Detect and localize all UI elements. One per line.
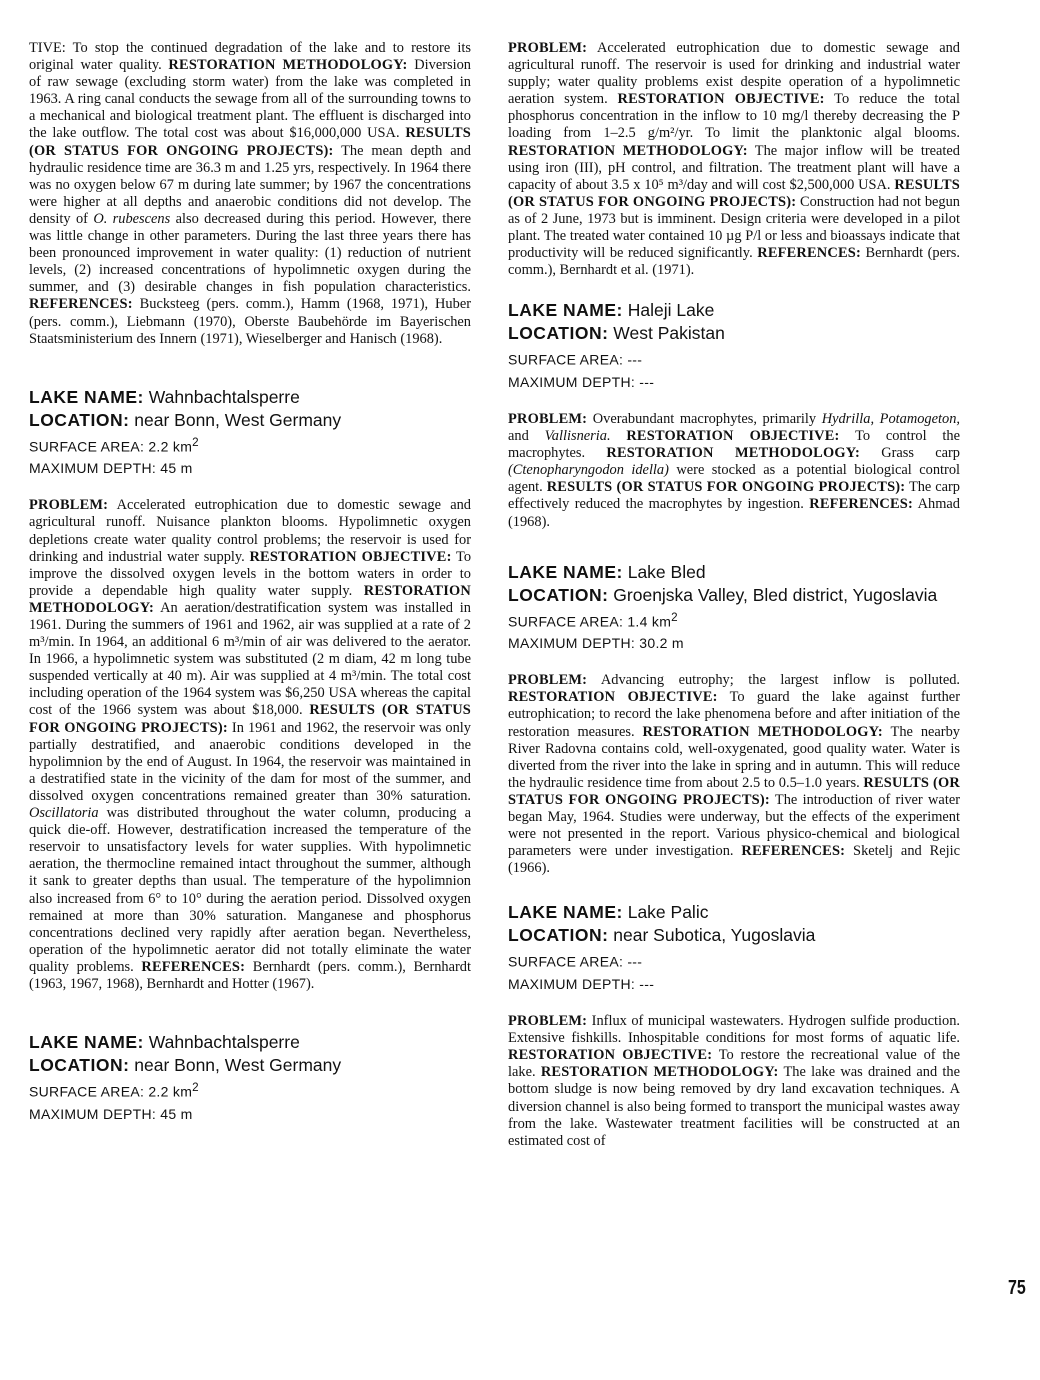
entry-body: [508, 411, 960, 531]
body-text: Overabundant macrophytes, primarily: [587, 410, 822, 427]
section-label: RESTORATION OBJECTIVE:: [508, 1047, 713, 1064]
body-text: To guard the lake against further eutrophication; to record the lake phenomena before and after initiation of the restoration measures.: [508, 689, 960, 740]
section-label: RESULTS (OR STATUS FOR ONGOING PROJECTS):: [546, 479, 906, 496]
max-depth-line: MAXIMUM DEPTH: 45 m: [29, 460, 193, 477]
section-label: RESULTS (OR STATUS FOR ONGOING PROJECTS):: [508, 774, 960, 808]
lake-entry-header: [29, 386, 471, 480]
max-depth-line: MAXIMUM DEPTH: 30.2 m: [508, 635, 684, 652]
location-line: LOCATION: West Pakistan: [508, 323, 725, 344]
surface-area-line: SURFACE AREA: ---: [508, 954, 643, 971]
section-label: REFERENCES:: [141, 958, 246, 975]
body-text: Influx of municipal wastewaters. Hydrogen sulfide production. Extensive fishkills. Inhospitable conditions for most forms of aquatic life.: [508, 1013, 960, 1047]
section-label: REFERENCES:: [741, 843, 846, 860]
lake-entry-header: [508, 901, 960, 995]
body-text: Bernhardt (pers. comm.), Bernhardt (1963, 1967, 1968), Bernhardt and Hotter (1967).: [29, 958, 472, 992]
italic-term: Vallisneria.: [544, 428, 611, 445]
body-text: Grass carp: [860, 445, 960, 462]
body-text: Advancing eutrophy; the largest inflow is polluted.: [587, 672, 960, 689]
lake-name-line: LAKE NAME: Wahnbachtalsperre: [29, 386, 300, 407]
location-line: LOCATION: Groenjska Valley, Bled district, Yugoslavia: [508, 584, 938, 605]
lake-name-line: LAKE NAME: Haleji Lake: [508, 300, 715, 321]
body-text: Accelerated eutrophication due to domestic sewage and agricultural runoff. Nuisance plankton blooms. Hypolimnetic oxygen depletions create water quality control problems; the reservoir is used for drinking and industrial water supply.: [29, 497, 471, 565]
section-label: RESULTS (OR STATUS FOR ONGOING PROJECTS):: [508, 176, 960, 210]
max-depth-line: MAXIMUM DEPTH: ---: [508, 373, 655, 390]
max-depth-line: MAXIMUM DEPTH: ---: [508, 976, 655, 993]
lake-name-line: LAKE NAME: Lake Palic: [508, 902, 709, 923]
intro-paragraph: [29, 40, 471, 348]
body-text: The carp effectively reduced the macrophytes by ingestion.: [508, 479, 960, 513]
section-label: PROBLEM:: [508, 1013, 588, 1030]
italic-term: Oscillatoria: [29, 805, 99, 822]
body-text: Bernhardt (pers. comm.), Bernhardt et al. (1971).: [508, 245, 960, 279]
body-text: was distributed throughout the water column, producing a quick die-off. However, destratification increased the temperature of the reservoir to unsatisfactory levels for water supplies. With hypolimnetic aeration, the thermocline remained intact throughout the summer, although it sank to greater depths than usual. The temperature of the hypolimnion also increased from 6° to 10° during the aeration period. Dissolved oxygen remained at more than 30% saturation. Manganese and phosphorus concentrations declined very rapidly after aeration began. Nevertheless, operation of the hypolimnetic aerator did not totally eliminate the water quality problems.: [29, 805, 471, 975]
body-text: To restore the recreational value of the lake.: [508, 1047, 960, 1081]
body-text: An aeration/destratification system was installed in 1961. During the summers of 1961 and 1962, air was supplied at a rate of 2 m³/min. In 1964, an additional 6 m³/min of air was delivered to the aerator. In 1966, a hypolimnetic system was substituted (2 m diam, 42 m long tube suspended vertically at 40 m). Air was supplied at 4 m³/min. The total cost including operation of the 1964 system was $6,250 USA whereas the capital cost of the 1966 system was about $18,000.: [29, 599, 471, 719]
section-label: RESTORATION OBJECTIVE:: [508, 689, 718, 706]
body-text: To control the macrophytes.: [508, 428, 960, 462]
body-text: Diversion of raw sewage (excluding storm water) from the lake was completed in 1963. A ring canal conducts the sewage from all of the surrounding towns to a mechanical and biological treatment plant. The effluent is discharged into the lake outflow. The total cost was about $16,000,000 USA.: [29, 57, 471, 142]
body-text: Bucksteeg (pers. comm.), Hamm (1968, 1971), Huber (pers. comm.), Liebmann (1970), Oberste Baubehörde im Bayerischen Staatsministerium des Innern (1971), Wieselberger and Hanisch (1968).: [29, 296, 471, 347]
body-text: TIVE: To stop the continued degradation of the lake and to restore its original water quality.: [29, 40, 471, 74]
lake-entry-header: [29, 1031, 471, 1125]
lake-entry-header: [508, 561, 960, 655]
section-label: RESTORATION METHODOLOGY:: [540, 1064, 779, 1081]
surface-area-line: SURFACE AREA: 2.2 $km^2$: [29, 435, 199, 455]
body-text: The mean depth and hydraulic residence time are 36.3 m and 1.25 yrs, respectively. In 1964 there was no oxygen below 67 m during late summer; by 1967 the concentrations were higher at all depths and anaerobic conditions did not develop. The density of: [29, 142, 471, 227]
body-text: The major inflow will be treated using iron (III), pH control, and filtration. The treatment plant will have a capacity of about 3.5 x 10⁵ m³/day and will cost $2,500,000 USA.: [508, 142, 961, 193]
section-label: PROBLEM:: [508, 410, 588, 427]
section-label: RESTORATION OBJECTIVE:: [249, 548, 452, 565]
left-column: [29, 40, 471, 1125]
body-text: and: [508, 428, 545, 445]
italic-term: Hydrilla, Potamogeton,: [821, 410, 960, 427]
body-text: Ahmad (1968).: [508, 496, 960, 530]
body-text: Accelerated eutrophication due to domestic sewage and agricultural runoff. The reservoir is used for drinking and industrial water supply; water quality problems exist despite operation of a hypolimnetic aeration system.: [508, 40, 960, 108]
italic-term: (Ctenopharyngodon idella): [508, 462, 669, 479]
italic-term: O. rubescens: [93, 210, 171, 227]
body-text: Sketelj and Rejic (1966).: [508, 843, 960, 877]
section-label: REFERENCES:: [757, 245, 861, 262]
entry-body: [508, 672, 960, 877]
section-label: PROBLEM:: [508, 40, 588, 56]
body-text: Construction had not begun as of 2 June, 1973 but is imminent. Design criteria were developed in a pilot plant. The treated water contained 10 µg P/l or less and bioassays indicate that productivity will be reduced significantly.: [508, 193, 960, 262]
body-text: were stocked as a potential biological control agent.: [508, 462, 961, 496]
section-label: RESTORATION OBJECTIVE:: [626, 428, 840, 445]
section-label: REFERENCES:: [29, 296, 133, 313]
section-label: PROBLEM:: [29, 497, 109, 514]
max-depth-line: MAXIMUM DEPTH: 45 m: [29, 1105, 193, 1122]
section-label: REFERENCES:: [809, 496, 913, 513]
body-text: [611, 428, 627, 444]
section-label: PROBLEM:: [508, 672, 588, 689]
surface-area-line: SURFACE AREA: 2.2 $km^2$: [29, 1081, 199, 1100]
entry-body: [508, 1013, 960, 1150]
entry-body: [29, 497, 471, 993]
lake-entry-header: [508, 299, 960, 393]
section-label: RESTORATION OBJECTIVE:: [617, 91, 825, 108]
surface-area-line: SURFACE AREA: 1.4 $km^2$: [508, 610, 678, 630]
body-text: The introduction of river water began May, 1964. Studies were underway, but the effects of the experiment were not presented in the report. Various physico-chemical and biological parameters were under investigation.: [508, 791, 960, 860]
lake-name-line: LAKE NAME: Lake Bled: [508, 561, 706, 582]
location-line: LOCATION: near Bonn, West Germany: [29, 409, 342, 430]
section-label: RESTORATION METHODOLOGY:: [508, 142, 748, 159]
section-label: RESTORATION METHODOLOGY:: [29, 582, 471, 616]
section-label: RESTORATION METHODOLOGY:: [606, 445, 861, 462]
right-column: [508, 40, 960, 1150]
section-label: RESULTS (OR STATUS FOR ONGOING PROJECTS):: [29, 125, 471, 159]
body-text: also decreased during this period. However, there was little change in other parameters. During the last three years there has been pronounced improvement in water quality: (1) reduction of nutrient levels, (2) increased concentrations of hypolimnetic oxygen during the summer, and (3) desirable changes in fish population characteristics.: [29, 210, 471, 296]
body-text: The lake was drained and the bottom sludge is now being removed by dry land excavation techniques. A diversion channel is also being formed to transport the municipal wastes away from the lake. Wastewater treatment facilities will be constructed at an estimated cost of: [508, 1064, 960, 1149]
intro-paragraph: [508, 40, 960, 279]
body-text: To reduce the total phosphorus concentration in the inflow to 10 mg/l thereby decreasing the P loading from 1–2.5 g/m²/yr. To limit the planktonic algal blooms.: [508, 91, 961, 142]
body-text: To improve the dissolved oxygen levels in the bottom waters in order to provide a dependable high quality water supply.: [29, 548, 472, 599]
section-label: RESULTS (OR STATUS FOR ONGOING PROJECTS):: [29, 702, 471, 736]
body-text: The nearby River Radovna contains cold, well-oxygenated, good quality water. Water is diverted from the river into the lake in spring and in autumn. This will reduce the hydraulic residence time from about 2.5 to 0.5–1.0 years.: [508, 723, 960, 791]
lake-name-line: LAKE NAME: Wahnbachtalsperre: [29, 1032, 300, 1053]
body-text: In 1961 and 1962, the reservoir was only partially destratified, and anaerobic conditions developed in the hypolimnion by the end of August. In 1964, the reservoir was maintained in a destratified state in the vicinity of the dam for most of the summer, and dissolved oxygen concentrations remained greater than 30% saturation.: [29, 719, 471, 804]
section-label: RESTORATION METHODOLOGY:: [168, 57, 408, 74]
section-label: RESTORATION METHODOLOGY:: [642, 723, 883, 740]
location-line: LOCATION: near Bonn, West Germany: [29, 1055, 342, 1076]
location-line: LOCATION: near Subotica, Yugoslavia: [508, 925, 816, 946]
surface-area-line: SURFACE AREA: ---: [508, 351, 643, 368]
page-number: 75: [1008, 1277, 1026, 1299]
